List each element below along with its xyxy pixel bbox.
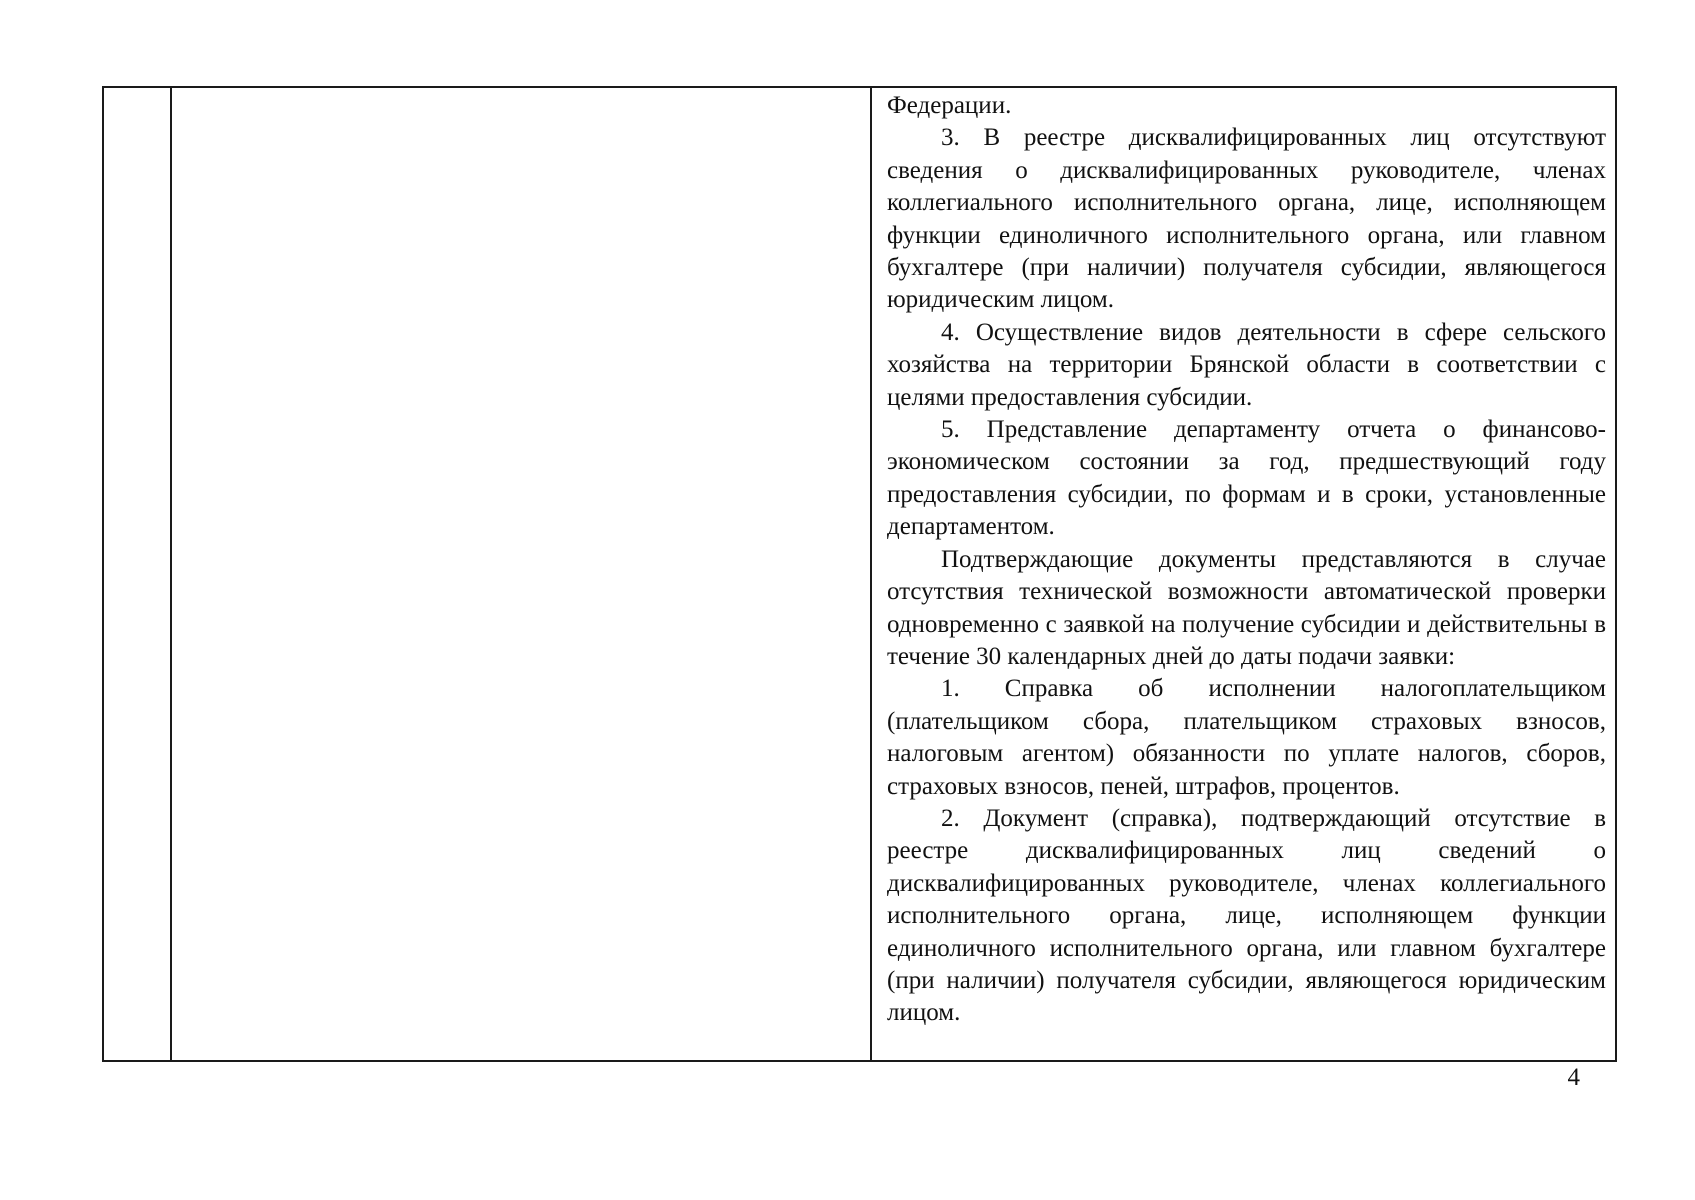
paragraph-item-4-agriculture-activity: 4. Осуществление видов деятельности в сфере сельского хозяйства на территории Брянской области в соответствии с целями предоставления субсидии.	[887, 318, 1606, 411]
paragraph-doc-1-tax-certificate: 1. Справка об исполнении налогоплательщиком (плательщиком сбора, плательщиком страховых взносов, налоговым агентом) обязанности по уплате налогов, сборов, страховых взносов, пеней, штрафов, процентов.	[887, 675, 1606, 800]
page-number: 4	[1567, 1064, 1580, 1091]
paragraph-federation: Федерации.	[887, 92, 1012, 119]
paragraph-doc-2-registry-certificate: 2. Документ (справка), подтверждающий отсутствие в реестре дисквалифицированных лиц сведений о дисквалифицированных руководителе, членах коллегиального исполнительного органа, лице, исполняющем функции единоличного исполнительного органа, или главном бухгалтере (при наличии) получателя субсидии, являющегося юридическим лицом.	[887, 804, 1606, 1027]
table-cell-text	[874, 88, 1615, 1060]
paragraph-item-3-disqualified-registry: 3. В реестре дисквалифицированных лиц отсутствуют сведения о дисквалифицированных руководителе, членах коллегиального исполнительного органа, лице, исполняющем функции единоличного исполнительного органа, или главном бухгалтере (при наличии) получателя субсидии, являющегося юридическим лицом.	[887, 124, 1606, 314]
table-column-divider-1	[170, 88, 172, 1060]
paragraph-item-5-financial-report: 5. Представление департаменту отчета о финансово-экономическом состоянии за год, предшествующий году предоставления субсидии, по формам и в сроки, установленные департаментом.	[887, 416, 1606, 541]
table-column-divider-2	[870, 88, 872, 1060]
document-table	[102, 86, 1617, 1062]
paragraph-supporting-documents: Подтверждающие документы представляются в случае отсутствия технической возможности автоматической проверки одновременно с заявкой на получение субсидии и действительны в течение 30 календарных дней до даты подачи заявки:	[887, 545, 1606, 670]
